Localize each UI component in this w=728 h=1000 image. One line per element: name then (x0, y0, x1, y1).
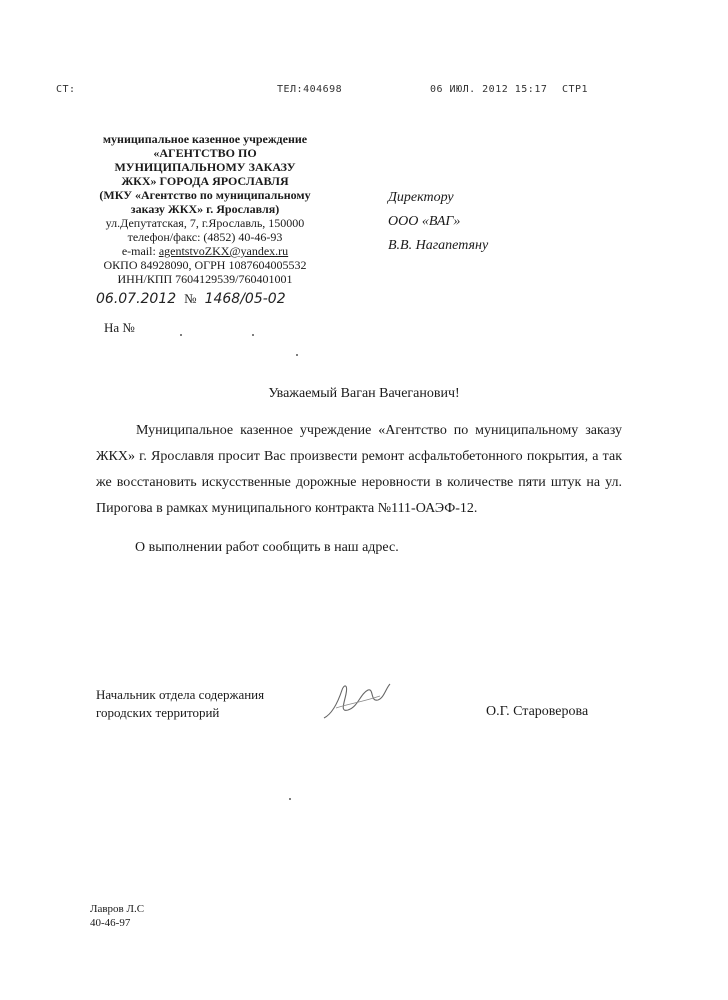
sender-line-1: муниципальное казенное учреждение (102, 132, 308, 146)
fax-header-page: СТР1 (562, 84, 589, 95)
sender-line-2: «АГЕНТСТВО ПО (153, 146, 257, 160)
scan-speck (252, 334, 254, 336)
sender-inn: ИНН/КПП 7604129539/760401001 (117, 272, 293, 286)
sender-email-label: e-mail: (121, 244, 159, 258)
recipient-block (388, 186, 488, 258)
handwritten-signature (318, 680, 398, 724)
fax-header-phone: ТЕЛ:404698 (277, 84, 343, 95)
signature-title-line-1: Начальник отдела содержания (96, 687, 265, 702)
reply-to-label: На № (104, 320, 135, 335)
signature-name: О.Г. Староверова (486, 704, 589, 719)
fax-header-left: СТ: (56, 84, 76, 95)
scan-speck (180, 334, 182, 336)
sender-address: ул.Депутатская, 7, г.Ярославль, 150000 (105, 216, 305, 230)
recipient-name: В.В. Нагапетяну (388, 238, 489, 253)
recipient-position: Директору (388, 190, 454, 205)
sender-line-3: МУНИЦИПАЛЬНОМУ ЗАКАЗУ (114, 160, 296, 174)
reference-number: 1468/05-02 (204, 291, 286, 307)
sender-block (70, 132, 340, 286)
executor-block (90, 902, 144, 930)
scan-speck (296, 354, 298, 356)
body-paragraph-1: Муниципальное казенное учреждение «Агентство по муниципальному заказу ЖКХ» г. Ярославля просит Вас произвести ремонт асфальтобетонного покрытия, а так же восстановить искусственные дорожные неровности в количестве пяти штук на ул. Пирогова в рамках муниципального контракта №111-ОАЭФ-12. (96, 423, 622, 516)
sender-line-6: заказу ЖКХ» г. Ярославля) (130, 202, 280, 216)
greeting: Уважаемый Ваган Вачеганович! (268, 386, 460, 401)
sender-okpo: ОКПО 84928090, ОГРН 1087604005532 (103, 258, 307, 272)
sender-email-line (70, 244, 340, 258)
sender-line-5: (МКУ «Агентство по муниципальному (99, 188, 311, 202)
body-paragraph-2: О выполнении работ сообщить в наш адрес. (135, 540, 399, 555)
reference-date: 06.07.2012 (96, 291, 177, 307)
sender-line-4: ЖКХ» ГОРОДА ЯРОСЛАВЛЯ (121, 174, 289, 188)
signature-title (96, 686, 264, 722)
scan-speck (289, 798, 291, 800)
recipient-company: ООО «ВАГ» (388, 214, 461, 229)
reference-line (96, 290, 286, 308)
executor-phone: 40-46-97 (90, 917, 131, 929)
fax-header-datetime: 06 ИЮЛ. 2012 15:17 (430, 84, 548, 95)
reference-number-sign: № (184, 291, 197, 306)
executor-name: Лавров Л.С (90, 903, 145, 915)
sender-email: agentstvoZKX@yandex.ru (158, 244, 289, 258)
sender-phone: телефон/факс: (4852) 40-46-93 (127, 230, 283, 244)
signature-title-line-2: городских территорий (96, 705, 220, 720)
